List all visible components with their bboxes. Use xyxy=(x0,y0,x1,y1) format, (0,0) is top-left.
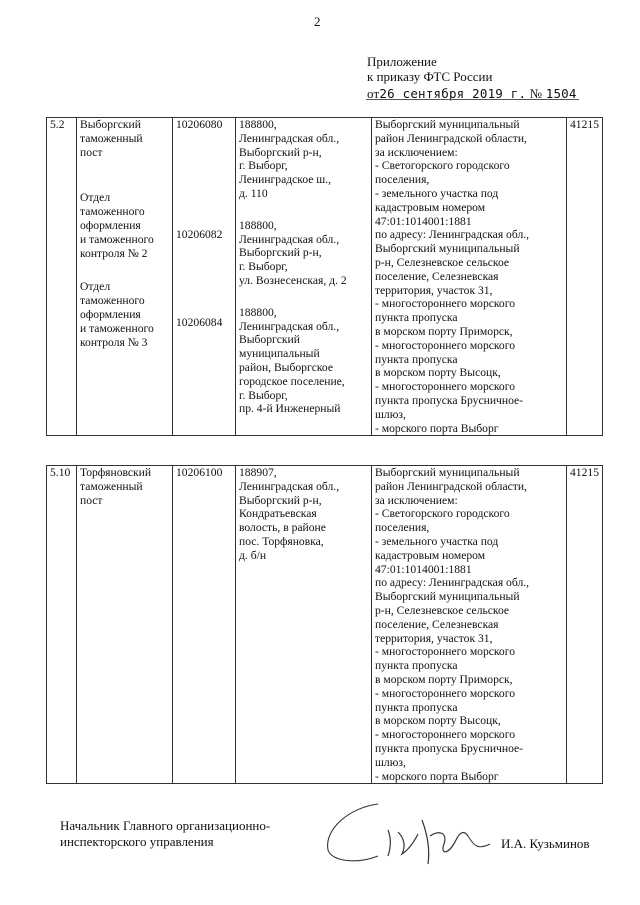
page-number: 2 xyxy=(314,14,321,29)
post-address: 188800, Ленинградская обл., Выборгский р-н, г. Выборг, Ленинградское ш., д. 110 xyxy=(239,118,340,200)
region-text: Выборгский муниципальный район Ленинградской области, за исключением: - Светогорского городского поселения, - земельного участка под кадастровым номером 47:01:1014001:1881 по адресу: Ленинградская обл., Выборгский муниципальный р-н, Селезневское сельское поселение, Селезневская территория, участок 31, - многостороннего морского пункта пропуска в морском порту Приморск, - многостороннего морского пункта пропуска в морском порту Высоцк, - многостороннего морского пункта пропуска Брусничное- шлюз, - морского порта Выборг xyxy=(375,118,530,435)
post-code: 10206080 xyxy=(176,118,223,131)
appendix-header xyxy=(367,54,492,84)
post-name-cell xyxy=(77,466,173,784)
post-name: Торфяновский таможенный пост xyxy=(80,466,152,507)
order-prefix: от xyxy=(367,86,380,101)
order-number-label: № xyxy=(529,86,543,101)
region-text: Выборгский муниципальный район Ленинградской области, за исключением: - Светогорского городского поселения, - земельного участка под кадастровым номером 47:01:1014001:1881 по адресу: Ленинградская обл., Выборгский муниципальный р-н, Селезневское сельское поселение, Селезневская территория, участок 31, - многостороннего морского пункта пропуска в морском порту Приморск, - многостороннего морского пункта пропуска в морском порту Высоцк, - многостороннего морского пункта пропуска Брусничное- шлюз, - морского порта Выборг xyxy=(375,466,530,783)
signatory-name: И.А. Кузьминов xyxy=(501,836,590,851)
post-address-cell xyxy=(236,466,372,784)
region-cell xyxy=(372,466,567,784)
post-code-cell: 10206100 xyxy=(173,466,236,784)
table-row xyxy=(47,466,603,784)
post-name: Выборгский таможенный пост xyxy=(80,118,143,159)
post-codes-cell xyxy=(173,118,236,436)
post-name: Отдел таможенного оформления и таможенного контроля № 2 xyxy=(80,191,154,260)
okato-cell: 41215 xyxy=(567,118,603,436)
post-address: 188800, Ленинградская обл., Выборгский р-н, г. Выборг, ул. Вознесенская, д. 2 xyxy=(239,218,347,287)
order-underline xyxy=(366,99,579,100)
post-names-cell xyxy=(77,118,173,436)
post-code: 10206084 xyxy=(176,316,223,329)
handwritten-signature xyxy=(318,800,498,870)
post-addresses-cell xyxy=(236,118,372,436)
table-row xyxy=(47,118,603,436)
order-date: 26 сентября 2019 г. xyxy=(379,86,527,101)
signatory-title-line: Начальник Главного организационно- xyxy=(60,818,271,833)
region-cell xyxy=(372,118,567,436)
order-number: 1504 xyxy=(545,86,577,101)
customs-table-1 xyxy=(46,117,603,436)
post-address: 188907, Ленинградская обл., Выборгский р-н, Кондратьевская волость, в районе пос. Торфяновка, д. б/н xyxy=(239,466,340,562)
appendix-order-ref: к приказу ФТС России xyxy=(367,69,493,84)
row-number: 5.2 xyxy=(47,118,77,436)
okato-cell: 41215 xyxy=(567,466,603,784)
post-code: 10206082 xyxy=(176,228,223,241)
customs-table-2 xyxy=(46,465,603,784)
post-name: Отдел таможенного оформления и таможенного контроля № 3 xyxy=(80,280,154,349)
post-address: 188800, Ленинградская обл., Выборгский муниципальный район, Выборгское городское поселение, г. Выборг, пр. 4-й Инженерный xyxy=(239,305,345,416)
row-number: 5.10 xyxy=(47,466,77,784)
signatory-title-line: инспекторского управления xyxy=(60,834,214,849)
appendix-title: Приложение xyxy=(367,54,437,69)
signatory-title xyxy=(60,818,270,850)
